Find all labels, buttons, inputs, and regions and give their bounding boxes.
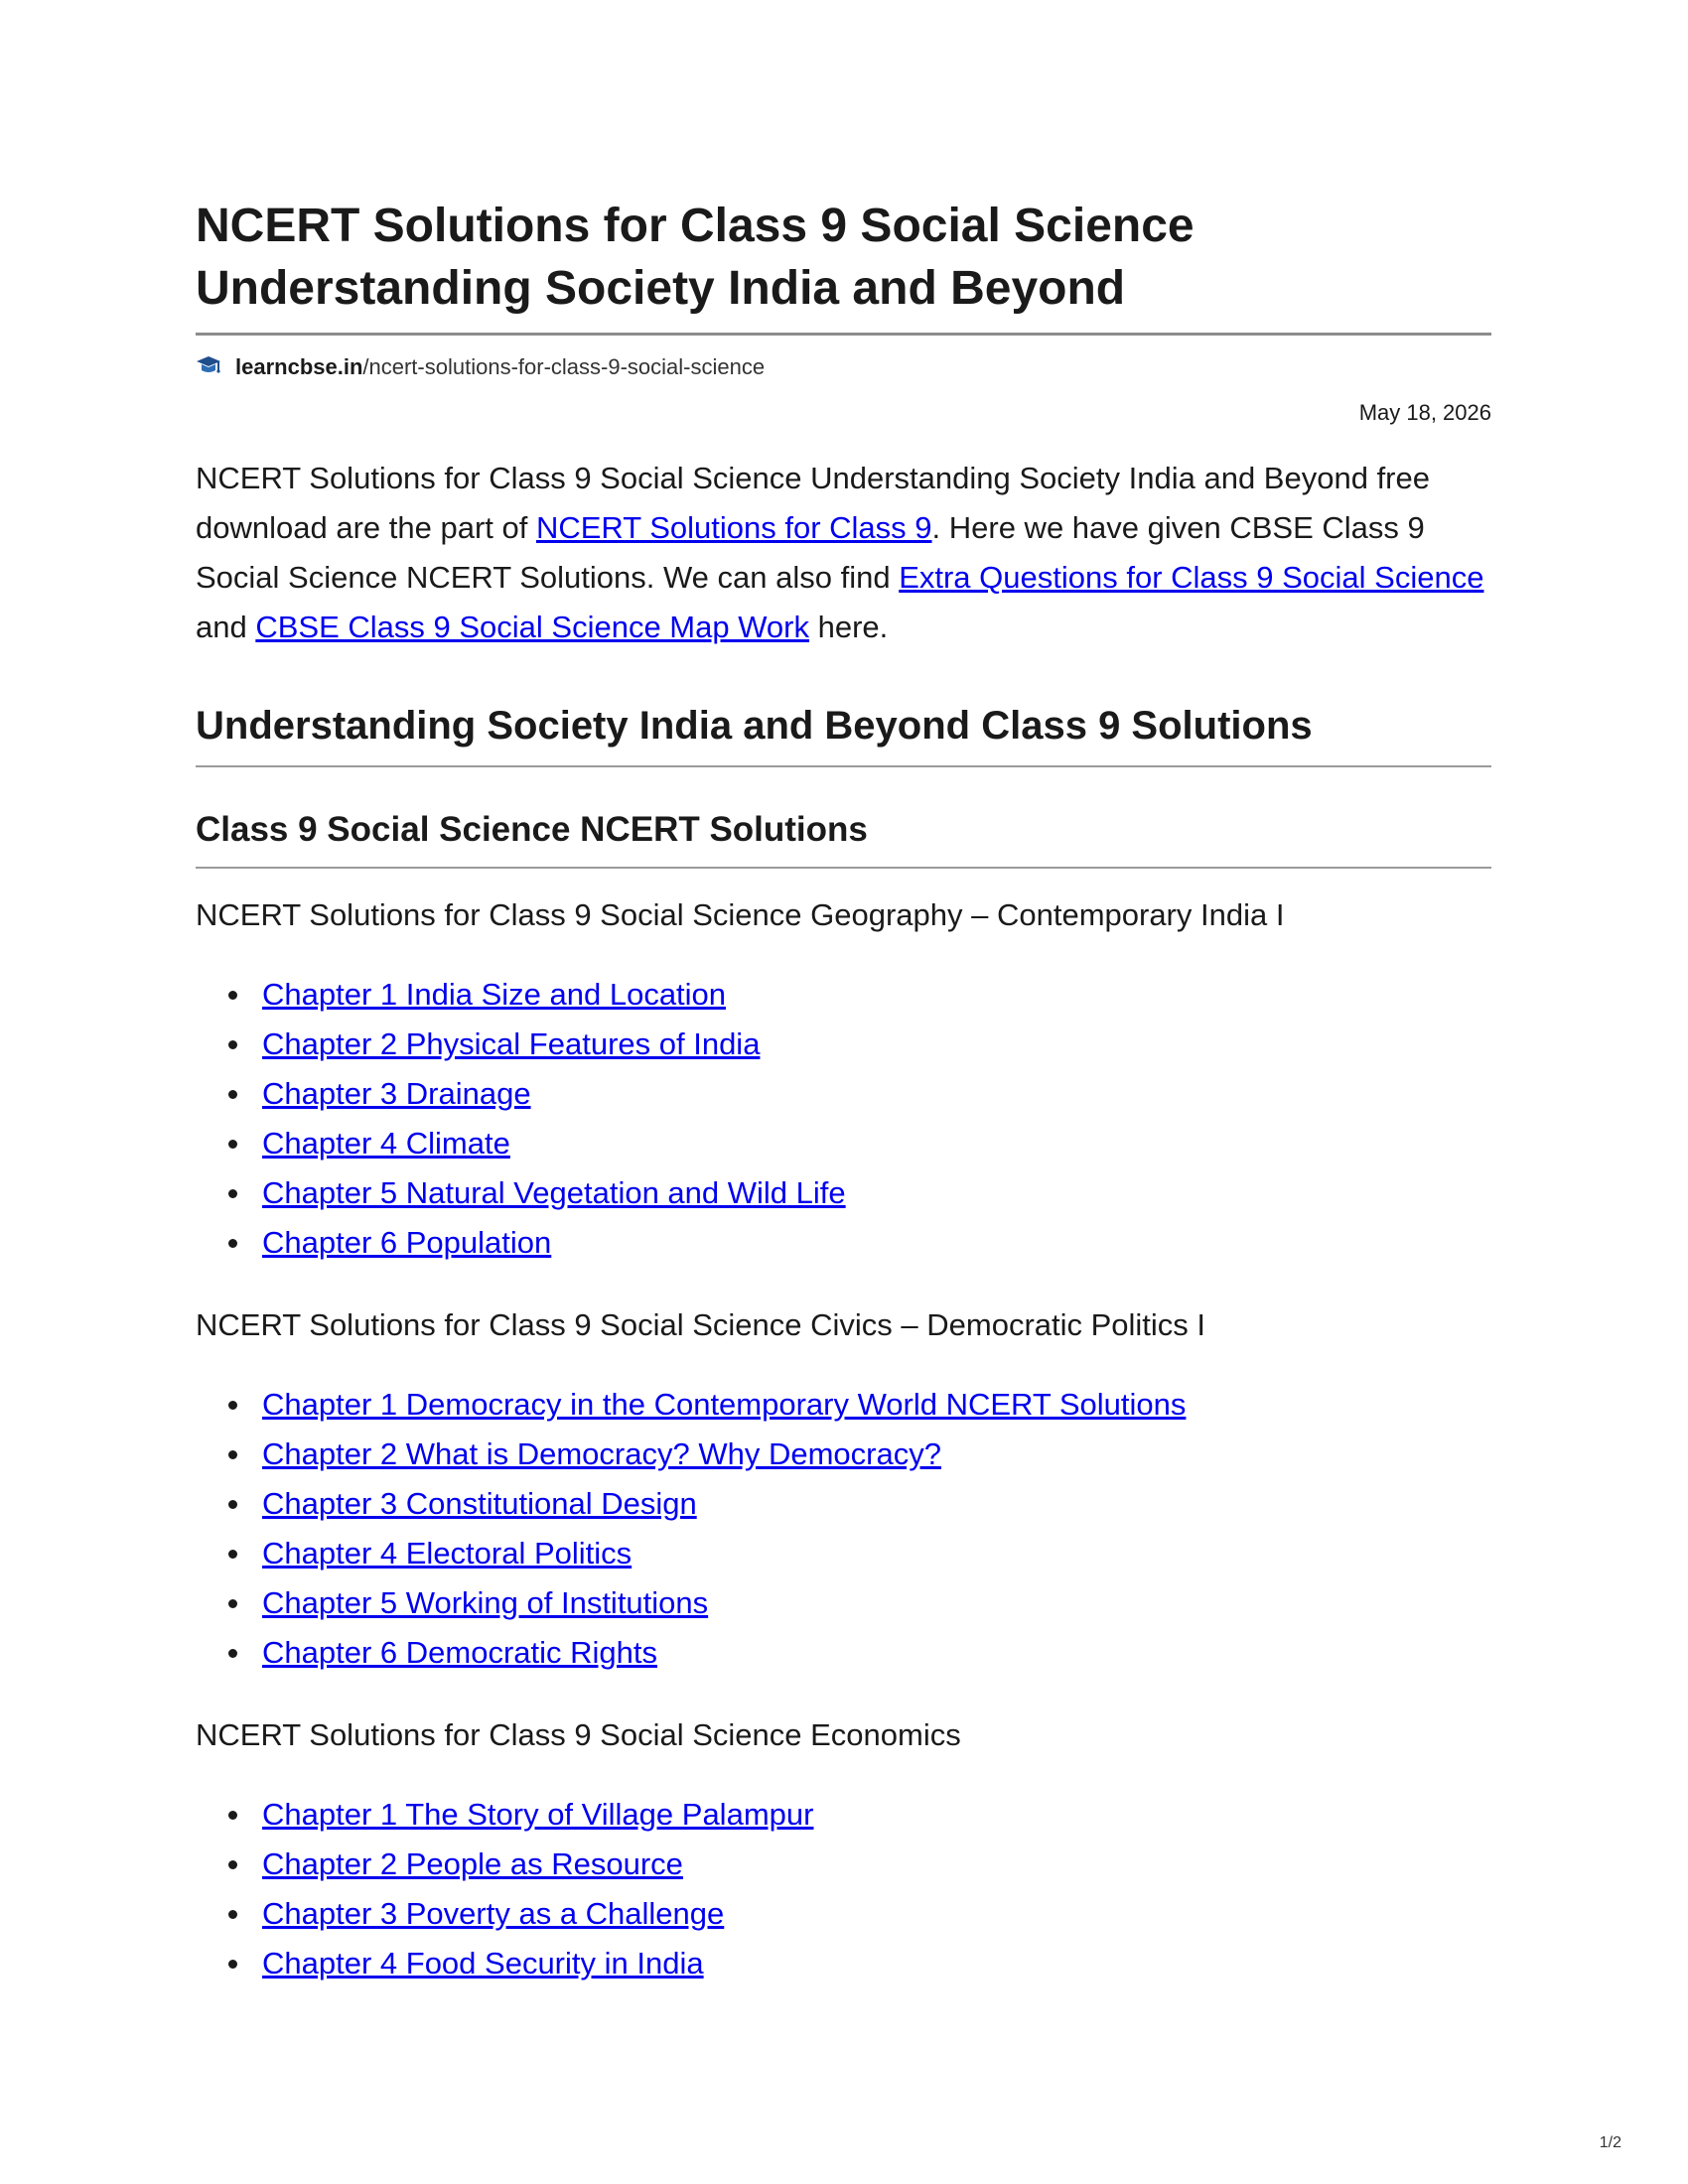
economics-chapter-link[interactable]: Chapter 1 The Story of Village Palampur bbox=[262, 1797, 814, 1832]
bullet bbox=[228, 1550, 237, 1559]
list-item bbox=[196, 1218, 1491, 1268]
civics-chapter-link[interactable]: Chapter 2 What is Democracy? Why Democracy? bbox=[262, 1436, 941, 1471]
bullet bbox=[228, 1910, 237, 1919]
page-title-line2: Understanding Society India and Beyond bbox=[196, 262, 1126, 315]
bullet bbox=[228, 991, 237, 1000]
page-title bbox=[196, 195, 1491, 320]
bullet bbox=[228, 1649, 237, 1658]
source-url[interactable] bbox=[235, 354, 765, 380]
list-item bbox=[196, 1380, 1491, 1430]
list-item bbox=[196, 1020, 1491, 1069]
bullet bbox=[228, 1811, 237, 1820]
bullet bbox=[228, 1401, 237, 1410]
list-item bbox=[196, 1840, 1491, 1889]
source-domain: learncbse.in bbox=[235, 354, 363, 379]
source-path: /ncert-solutions-for-class-9-social-science bbox=[362, 354, 766, 379]
source-line bbox=[196, 352, 1491, 382]
economics-label: NCERT Solutions for Class 9 Social Science Economics bbox=[196, 1717, 961, 1752]
geography-chapter-list bbox=[196, 970, 1491, 1268]
ncert-class9-link[interactable]: NCERT Solutions for Class 9 bbox=[535, 510, 932, 545]
civics-chapter-link[interactable]: Chapter 5 Working of Institutions bbox=[262, 1585, 709, 1620]
geography-chapter-link[interactable]: Chapter 4 Climate bbox=[262, 1126, 510, 1160]
economics-chapter-link[interactable]: Chapter 3 Poverty as a Challenge bbox=[262, 1896, 725, 1931]
economics-chapter-link[interactable]: Chapter 2 People as Resource bbox=[262, 1846, 683, 1881]
section-heading-divider bbox=[196, 765, 1491, 767]
civics-chapter-list bbox=[196, 1380, 1491, 1678]
geography-chapter-link[interactable]: Chapter 3 Drainage bbox=[262, 1076, 531, 1111]
subsection-heading: Class 9 Social Science NCERT Solutions bbox=[196, 810, 868, 849]
list-item bbox=[196, 1430, 1491, 1479]
list-item bbox=[196, 1889, 1491, 1939]
intro-paragraph bbox=[196, 454, 1491, 652]
extra-questions-link[interactable]: Extra Questions for Class 9 Social Science bbox=[899, 560, 1484, 595]
list-item bbox=[196, 1578, 1491, 1628]
civics-chapter-link[interactable]: Chapter 3 Constitutional Design bbox=[262, 1486, 697, 1521]
civics-chapter-link[interactable]: Chapter 1 Democracy in the Contemporary World NCERT Solutions bbox=[262, 1387, 1187, 1422]
page-number: 1/2 bbox=[1599, 2134, 1621, 2151]
map-work-link[interactable]: CBSE Class 9 Social Science Map Work bbox=[255, 610, 809, 644]
intro-text-3: and bbox=[196, 610, 256, 644]
bullet bbox=[228, 1960, 237, 1969]
civics-label: NCERT Solutions for Class 9 Social Science Civics – Democratic Politics I bbox=[196, 1307, 1206, 1342]
intro-text-1: NCERT Solutions for Class 9 Social Science Understanding Society India and Beyond free download are the part of bbox=[196, 461, 1430, 545]
list-item bbox=[196, 1119, 1491, 1168]
bullet bbox=[228, 1599, 237, 1608]
intro-text-2: . Here we have given CBSE Class 9 Social Science NCERT Solutions. We can also find bbox=[196, 510, 1425, 595]
subsection-heading-divider bbox=[196, 867, 1491, 869]
geography-chapter-link[interactable]: Chapter 6 Population bbox=[262, 1225, 552, 1260]
section-heading: Understanding Society India and Beyond Class 9 Solutions bbox=[196, 704, 1313, 748]
list-item bbox=[196, 1628, 1491, 1678]
graduation-cap-icon bbox=[196, 354, 221, 380]
geography-chapter-link[interactable]: Chapter 5 Natural Vegetation and Wild Life bbox=[262, 1175, 846, 1210]
list-item bbox=[196, 1529, 1491, 1578]
economics-chapter-list bbox=[196, 1790, 1491, 1988]
civics-chapter-link[interactable]: Chapter 6 Democratic Rights bbox=[262, 1635, 657, 1670]
bullet bbox=[228, 1500, 237, 1509]
document-page bbox=[196, 195, 1491, 1988]
list-item bbox=[196, 1168, 1491, 1218]
economics-chapter-link[interactable]: Chapter 4 Food Security in India bbox=[262, 1946, 704, 1980]
title-divider bbox=[196, 333, 1491, 336]
civics-chapter-link[interactable]: Chapter 4 Electoral Politics bbox=[262, 1536, 633, 1570]
bullet bbox=[228, 1860, 237, 1869]
bullet bbox=[228, 1090, 237, 1099]
bullet bbox=[228, 1189, 237, 1198]
geography-chapter-link[interactable]: Chapter 2 Physical Features of India bbox=[262, 1026, 761, 1061]
page-title-line1: NCERT Solutions for Class 9 Social Science bbox=[196, 200, 1195, 252]
bullet bbox=[228, 1450, 237, 1459]
bullet bbox=[228, 1140, 237, 1149]
bullet bbox=[228, 1239, 237, 1248]
list-item bbox=[196, 1479, 1491, 1529]
bullet bbox=[228, 1040, 237, 1049]
list-item bbox=[196, 1939, 1491, 1988]
geography-label: NCERT Solutions for Class 9 Social Science Geography – Contemporary India I bbox=[196, 897, 1285, 932]
list-item bbox=[196, 1790, 1491, 1840]
publish-date: May 18, 2026 bbox=[1358, 400, 1491, 425]
geography-chapter-link[interactable]: Chapter 1 India Size and Location bbox=[262, 977, 727, 1012]
list-item bbox=[196, 970, 1491, 1020]
list-item bbox=[196, 1069, 1491, 1119]
intro-text-4: here. bbox=[808, 610, 889, 644]
